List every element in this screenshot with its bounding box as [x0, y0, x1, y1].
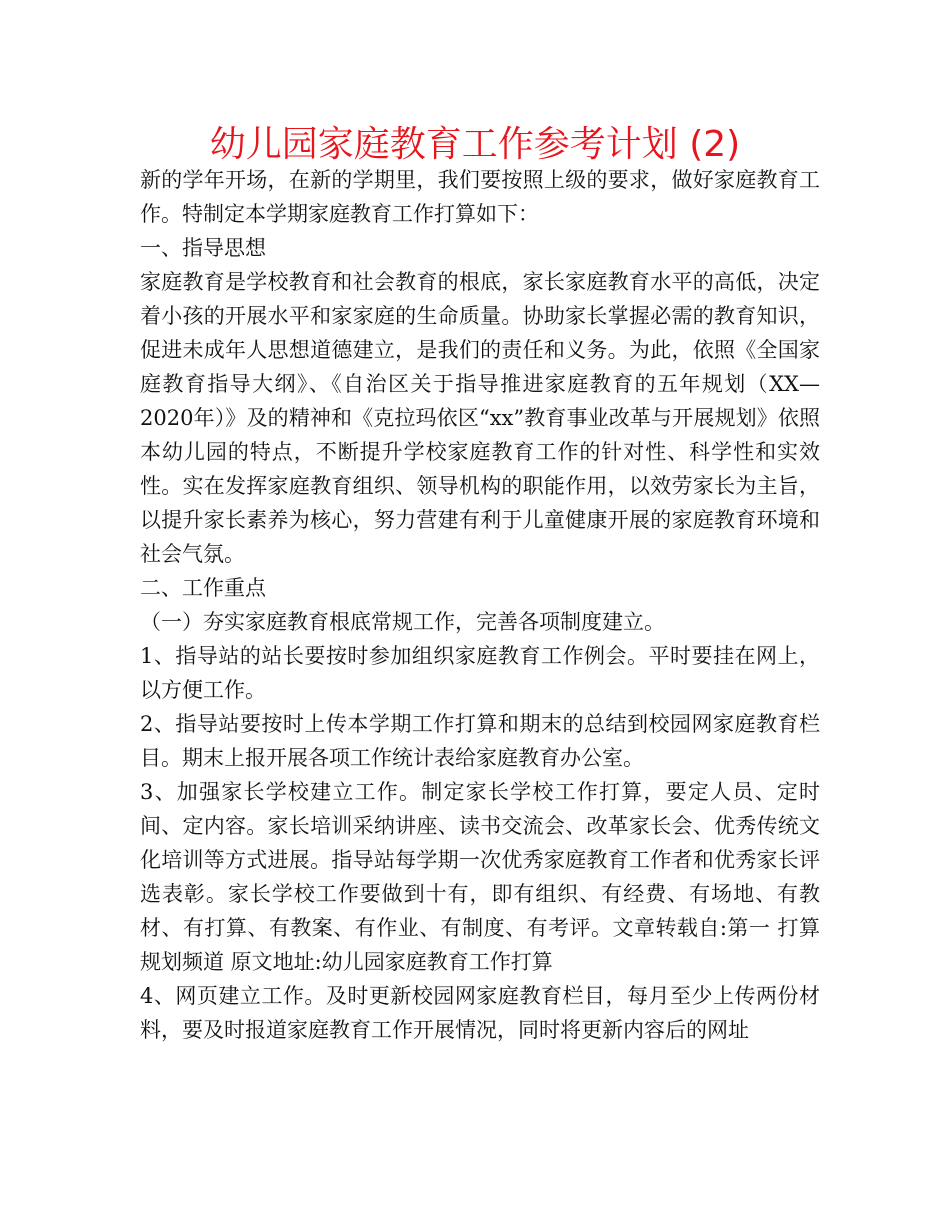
paragraph-guiding-ideology: 家庭教育是学校教育和社会教育的根底，家长家庭教育水平的高低，决定着小孩的开展水平和家家庭的生命质量。协助家长掌握必需的教育知识，促进未成年人思想道德建立，是我们的责任和义务。为此，依照《全国家庭教育指导大纲》、《自治区关于指导推进家庭教育的五年规划（XX—2020年）》及的精神和《克拉玛依区“xx”教育事业改革与开展规划》依照本幼儿园的特点，不断提升学校家庭教育工作的针对性、科学性和实效性。实在发挥家庭教育组织、领导机构的职能作用，以效劳家长为主旨，以提升家长素养为核心，努力营建有利于儿童健康开展的家庭教育环境和社会气氛。: [140, 270, 820, 566]
section-heading-work-focus: 二、工作重点: [140, 576, 266, 600]
section-heading-guiding-ideology: 一、指导思想: [140, 236, 266, 260]
list-item-2: 2、指导站要按时上传本学期工作打算和期末的总结到校园网家庭教育栏目。期末上报开展各项工作统计表给家庭教育办公室。: [140, 712, 820, 770]
list-item-3: 3、加强家长学校建立工作。制定家长学校工作打算，要定人员、定时间、定内容。家长培训采纳讲座、读书交流会、改革家长会、优秀传统文化培训等方式进展。指导站每学期一次优秀家庭教育工作者和优秀家长评选表彰。家长学校工作要做到十有，即有组织、有经费、有场地、有教材、有打算、有教案、有作业、有制度、有考评。文章转载自:第一 打算规划频道 原文地址:幼儿园家庭教育工作打算: [140, 780, 820, 974]
document-body: [140, 163, 820, 1047]
list-item-4: 4、网页建立工作。及时更新校园网家庭教育栏目，每月至少上传两份材料，要及时报道家庭教育工作开展情况，同时将更新内容后的网址: [140, 984, 820, 1042]
document-title: 幼儿园家庭教育工作参考计划 (2): [209, 124, 741, 165]
paragraph-intro: 新的学年开场，在新的学期里，我们要按照上级的要求，做好家庭教育工作。特制定本学期家庭教育工作打算如下：: [140, 168, 820, 226]
list-item-1: 1、指导站的站长要按时参加组织家庭教育工作例会。平时要挂在网上，以方便工作。: [140, 644, 820, 702]
subsection-heading-1: （一）夯实家庭教育根底常规工作，完善各项制度建立。: [140, 610, 665, 634]
